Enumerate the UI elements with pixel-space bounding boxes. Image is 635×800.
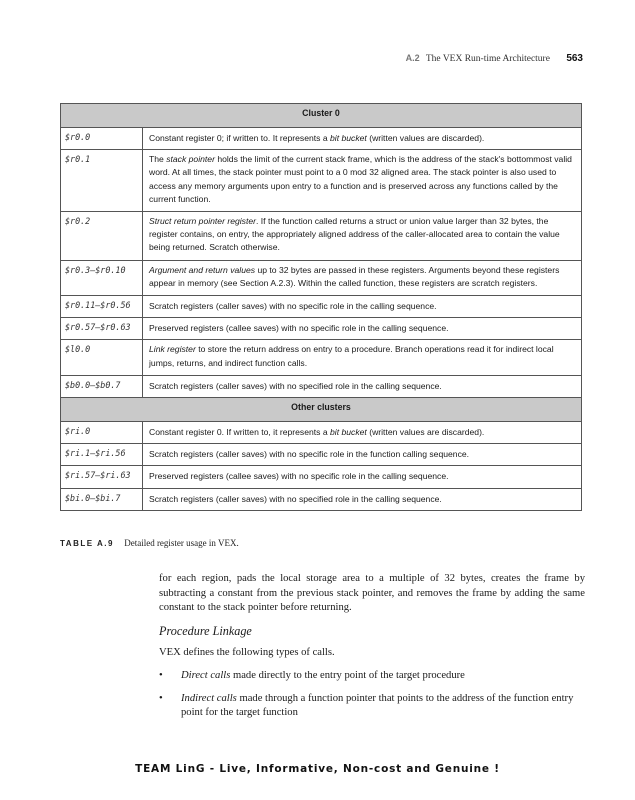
running-title: The VEX Run-time Architecture: [425, 54, 550, 64]
table-row: [61, 150, 582, 212]
register-description: Link register to store the return address on entry to a procedure. Branch operations read it for indirect local jumps, returns, and indirect function calls.: [143, 340, 582, 375]
register-description: Preserved registers (callee saves) with no specific role in the calling sequence.: [143, 466, 582, 488]
register-description: Argument and return values up to 32 bytes are passed in these registers. Arguments beyond these registers appear in memory (see Section A.2.3). Within the called function, these registers are scratch registers.: [143, 260, 582, 295]
register-description: Constant register 0; if written to. It represents a bit bucket (written values are discarded).: [143, 128, 582, 150]
bullet-icon: •: [159, 692, 163, 704]
table-row: [61, 422, 582, 444]
register-usage-table: [60, 103, 582, 511]
register-name: $r0.0: [61, 128, 143, 150]
table-row: [61, 296, 582, 318]
call-types-list: [159, 669, 585, 721]
table-row: [61, 444, 582, 466]
register-name: $l0.0: [61, 340, 143, 375]
other-clusters-header: Other clusters: [61, 398, 582, 422]
table-row: [61, 128, 582, 150]
register-name: $b0.0–$b0.7: [61, 375, 143, 397]
page-number: 563: [566, 53, 583, 64]
register-name: $r0.57–$r0.63: [61, 318, 143, 340]
footer-watermark: TEAM LinG - Live, Informative, Non-cost and Genuine !: [135, 763, 500, 775]
table-row: [61, 212, 582, 261]
table-row: [61, 466, 582, 488]
list-item: • Direct calls made directly to the entry point of the target procedure: [159, 669, 585, 684]
register-description: Scratch registers (caller saves) with no specific role in the calling sequence.: [143, 296, 582, 318]
paragraph: for each region, pads the local storage area to a multiple of 32 bytes, creates the frame by subtracting a constant from the previous stack pointer, and removes the frame by adding the same constant to the stack pointer before returning.: [159, 573, 585, 614]
table-row: [61, 488, 582, 510]
table-row: [61, 340, 582, 375]
register-description: Scratch registers (caller saves) with no specific role in the function calling sequence.: [143, 444, 582, 466]
list-item: • Indirect calls made through a function pointer that points to the address of the function entry point for the target function: [159, 692, 574, 719]
register-description: Struct return pointer register. If the function called returns a struct or union value larger than 32 bytes, the register contains, on entry, the appropriately aligned address of the caller-allocated area to contain the value being returned. Scratch otherwise.: [143, 212, 582, 261]
register-name: $r0.11–$r0.56: [61, 296, 143, 318]
body-text: [159, 572, 585, 729]
table-caption: [60, 538, 239, 548]
register-description: Scratch registers (caller saves) with no specified role in the calling sequence.: [143, 488, 582, 510]
register-description: Constant register 0. If written to, it represents a bit bucket (written values are discarded).: [143, 422, 582, 444]
register-name: $bi.0–$bi.7: [61, 488, 143, 510]
bullet-icon: •: [159, 669, 163, 681]
section-number: A.2: [405, 53, 420, 63]
register-name: $r0.2: [61, 212, 143, 261]
table-row: [61, 318, 582, 340]
paragraph: VEX defines the following types of calls.: [159, 647, 335, 659]
caption-label: TABLE A.9: [60, 539, 114, 548]
register-description: Scratch registers (caller saves) with no specified role in the calling sequence.: [143, 375, 582, 397]
register-name: $ri.1–$ri.56: [61, 444, 143, 466]
register-description: The stack pointer holds the limit of the current stack frame, which is the address of the stack's bottommost valid word. At all times, the stack pointer must point to a 0 mod 32 aligned area. The stack pointer is also used to access any memory arguments upon entry to a function and is preserved across any functions called by the current function.: [143, 150, 582, 212]
cluster-0-header: Cluster 0: [61, 104, 582, 128]
table-row: [61, 375, 582, 397]
register-description: Preserved registers (callee saves) with no specific role in the calling sequence.: [143, 318, 582, 340]
table-row: [61, 260, 582, 295]
register-name: $r0.1: [61, 150, 143, 212]
register-name: $ri.0: [61, 422, 143, 444]
running-head: [406, 53, 583, 64]
register-name: $r0.3–$r0.10: [61, 260, 143, 295]
section-heading: Procedure Linkage: [159, 623, 252, 638]
caption-text: Detailed register usage in VEX.: [124, 538, 239, 548]
register-name: $ri.57–$ri.63: [61, 466, 143, 488]
